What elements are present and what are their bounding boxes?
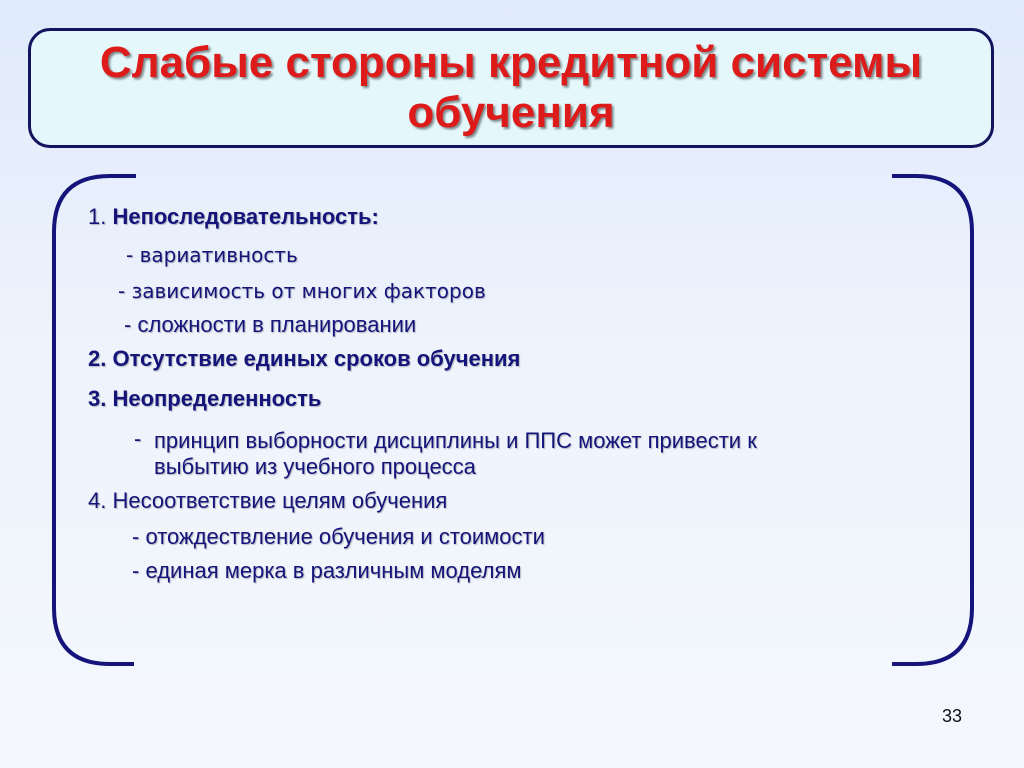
item-1-title: Непоследовательность: (112, 204, 379, 229)
title-box (28, 28, 994, 148)
page-number: 33 (941, 706, 962, 726)
item-3-sub-1-line-2: выбытию из учебного процесса (154, 454, 476, 479)
item-3-sub-1-line-1: принцип выборности дисциплины и ППС может привести к (154, 428, 757, 453)
item-2: 2. Отсутствие единых сроков обучения (88, 346, 521, 371)
slide-title-line-1: Слабые стороны кредитной системы (99, 38, 923, 87)
item-1-number: 1. (88, 204, 113, 229)
slide-title-line-2: обучения (407, 88, 615, 137)
item-1-sub-3: - сложности в планировании (124, 312, 417, 337)
right-bracket (892, 176, 972, 664)
item-4-sub-2: - единая мерка в различным моделям (132, 558, 522, 583)
left-bracket (54, 176, 136, 664)
item-4-sub-1: - отождествление обучения и стоимости (132, 524, 545, 549)
slide-title (100, 38, 922, 138)
item-4: 4. Несоответствие целям обучения (88, 488, 448, 513)
item-1 (88, 204, 379, 230)
item-3-sub-1-dash: - (134, 426, 142, 451)
item-3: 3. Неопределенность (88, 386, 322, 411)
item-1-sub-1: - вариативность (126, 243, 298, 267)
item-1-sub-2: - зависимость от многих факторов (118, 279, 486, 303)
